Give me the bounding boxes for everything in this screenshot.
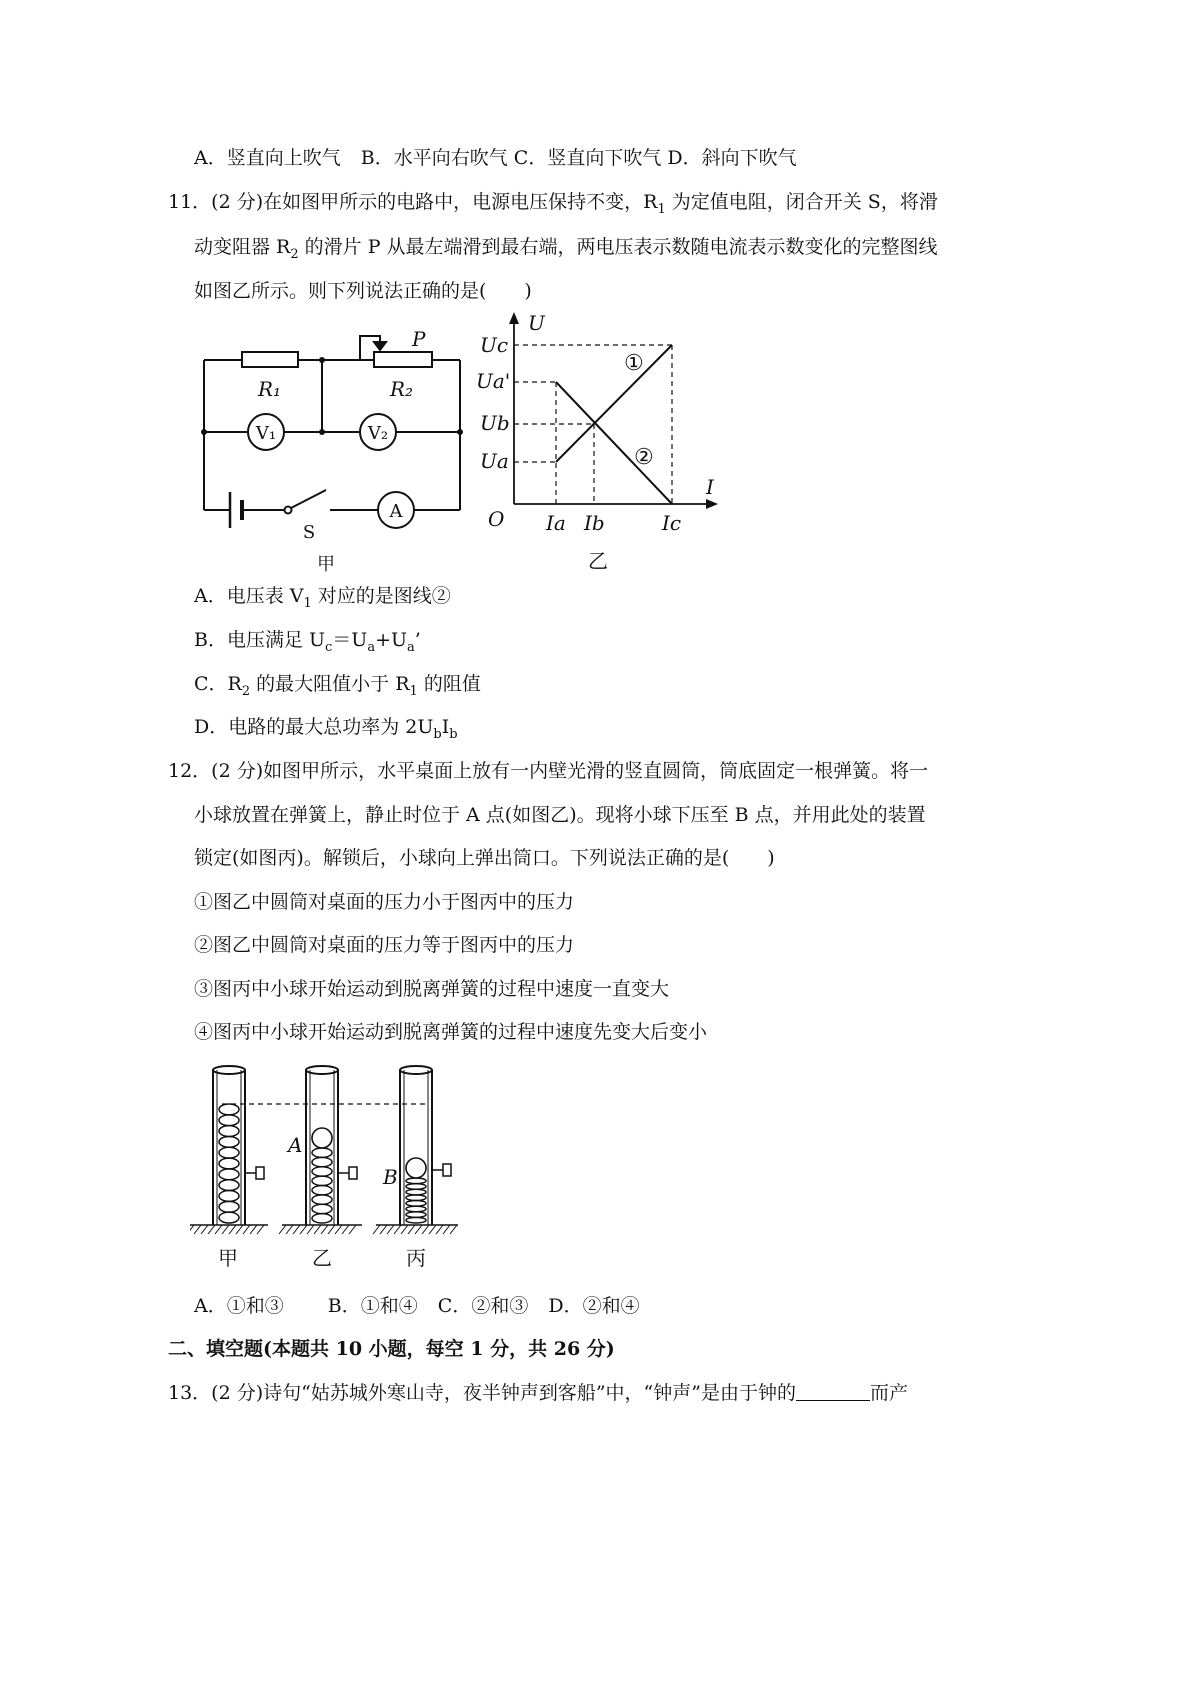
ball-bing: [406, 1158, 426, 1178]
q10-option-d: D．斜向下吹气: [667, 147, 797, 169]
q11-stem-line2: 动变阻器 $R_2$ 的滑片 P 从最左端滑到最右端，两电压表示数随电流表示数变化的完整图线: [194, 236, 938, 262]
q12-statement-2: ②图乙中圆筒对桌面的压力等于图丙中的压力: [194, 934, 575, 956]
q12-option-c: C．②和③: [437, 1295, 529, 1317]
r1-label: R₁: [258, 377, 282, 401]
slider-p-arrow: [374, 342, 386, 350]
point-b-label: B: [383, 1165, 398, 1189]
q10-option-b: B．水平向右吹气: [360, 147, 508, 169]
q12-statement-3: ③图丙中小球开始运动到脱离弹簧的过程中速度一直变大: [194, 978, 670, 1000]
switch-s: [291, 490, 326, 508]
q12-option-b: B．①和④: [327, 1295, 418, 1317]
q12-stem-line2: 小球放置在弹簧上，静止时位于 A 点(如图乙)。现将小球下压至 B 点，并用此处的装置: [194, 804, 926, 826]
circuit-diagram: [190, 320, 480, 580]
graph-line-2: [556, 382, 672, 504]
q12-option-d: D．②和④: [548, 1295, 640, 1317]
v1-label: V₁: [255, 423, 277, 444]
origin-label: O: [488, 507, 505, 531]
q12-option-a: A．①和③: [194, 1295, 284, 1317]
uc-label: Uc: [480, 333, 509, 357]
graph-caption: 乙: [588, 549, 608, 573]
r1-resistor: [242, 352, 298, 367]
q10-option-a: A．竖直向上吹气: [194, 147, 341, 169]
v2-label: V₂: [367, 423, 389, 444]
ub-label: Ub: [480, 411, 510, 435]
point-a-label: A: [288, 1133, 303, 1157]
ia-label: Ia: [546, 511, 566, 535]
q13-stem: 13．(2 分)诗句“姑苏城外寒山寺，夜半钟声到客船”中，“钟声”是由于钟的 而产: [168, 1382, 909, 1404]
r2-label: R₂: [390, 377, 414, 401]
ua-prime-label: Ua': [476, 369, 511, 393]
spring-yi: [312, 1148, 332, 1223]
q11-option-a: A．电压表 $V_1$ 对应的是图线②: [194, 585, 451, 611]
r2-resistor: [374, 352, 432, 367]
q11-option-b: B．电压满足 $U_c=U_a+U_a$’: [194, 629, 421, 655]
answer-blank[interactable]: [796, 1382, 870, 1401]
circuit-caption: 甲: [317, 554, 335, 575]
ball-yi: [312, 1128, 332, 1148]
caption-bing: 丙: [406, 1246, 426, 1270]
ib-label: Ib: [584, 511, 605, 535]
switch-label: S: [302, 522, 316, 543]
ua-label: Ua: [480, 449, 509, 473]
u-axis-label: U: [528, 311, 545, 335]
q11-stem-line3: 如图乙所示。则下列说法正确的是( ): [194, 280, 532, 302]
q11-option-c: C．$R_2$ 的最大阻值小于 $R_1$ 的阻值: [194, 673, 481, 699]
caption-jia: 甲: [218, 1246, 238, 1270]
line2-marker: ②: [634, 445, 654, 470]
ic-label: Ic: [662, 511, 682, 535]
section-2-heading: 二、填空题(本题共 10 小题，每空 1 分，共 26 分): [168, 1338, 615, 1360]
q12-options: [194, 1293, 640, 1319]
q10-options: [194, 145, 797, 171]
p-label: P: [412, 327, 426, 351]
spring-bing: [406, 1178, 426, 1223]
u-i-graph: [470, 308, 730, 583]
q12-statement-4: ④图丙中小球开始运动到脱离弹簧的过程中速度先变大后变小: [194, 1021, 708, 1043]
spring-jia: [219, 1104, 239, 1223]
i-axis-label: I: [706, 475, 714, 499]
q12-stem-line1: 12．(2 分)如图甲所示，水平桌面上放有一内壁光滑的竖直圆筒，筒底固定一根弹簧。将一: [168, 760, 929, 782]
q11-option-d: D．电路的最大总功率为 $2U_bI_b$: [194, 716, 458, 742]
caption-yi: 乙: [312, 1246, 332, 1270]
q12-stem-line3: 锁定(如图丙)。解锁后，小球向上弹出筒口。下列说法正确的是( ): [194, 847, 775, 869]
cylinder-figure: [190, 1060, 470, 1275]
ammeter-label: A: [389, 501, 403, 522]
q12-statement-1: ①图乙中圆筒对桌面的压力小于图丙中的压力: [194, 891, 575, 913]
q10-option-c: C．竖直向下吹气: [513, 147, 662, 169]
q11-stem-line1: 11．(2 分)在如图甲所示的电路中，电源电压保持不变，$R_1$ 为定值电阻，闭合开关 S，将滑: [168, 191, 938, 217]
line1-marker: ①: [624, 351, 644, 376]
